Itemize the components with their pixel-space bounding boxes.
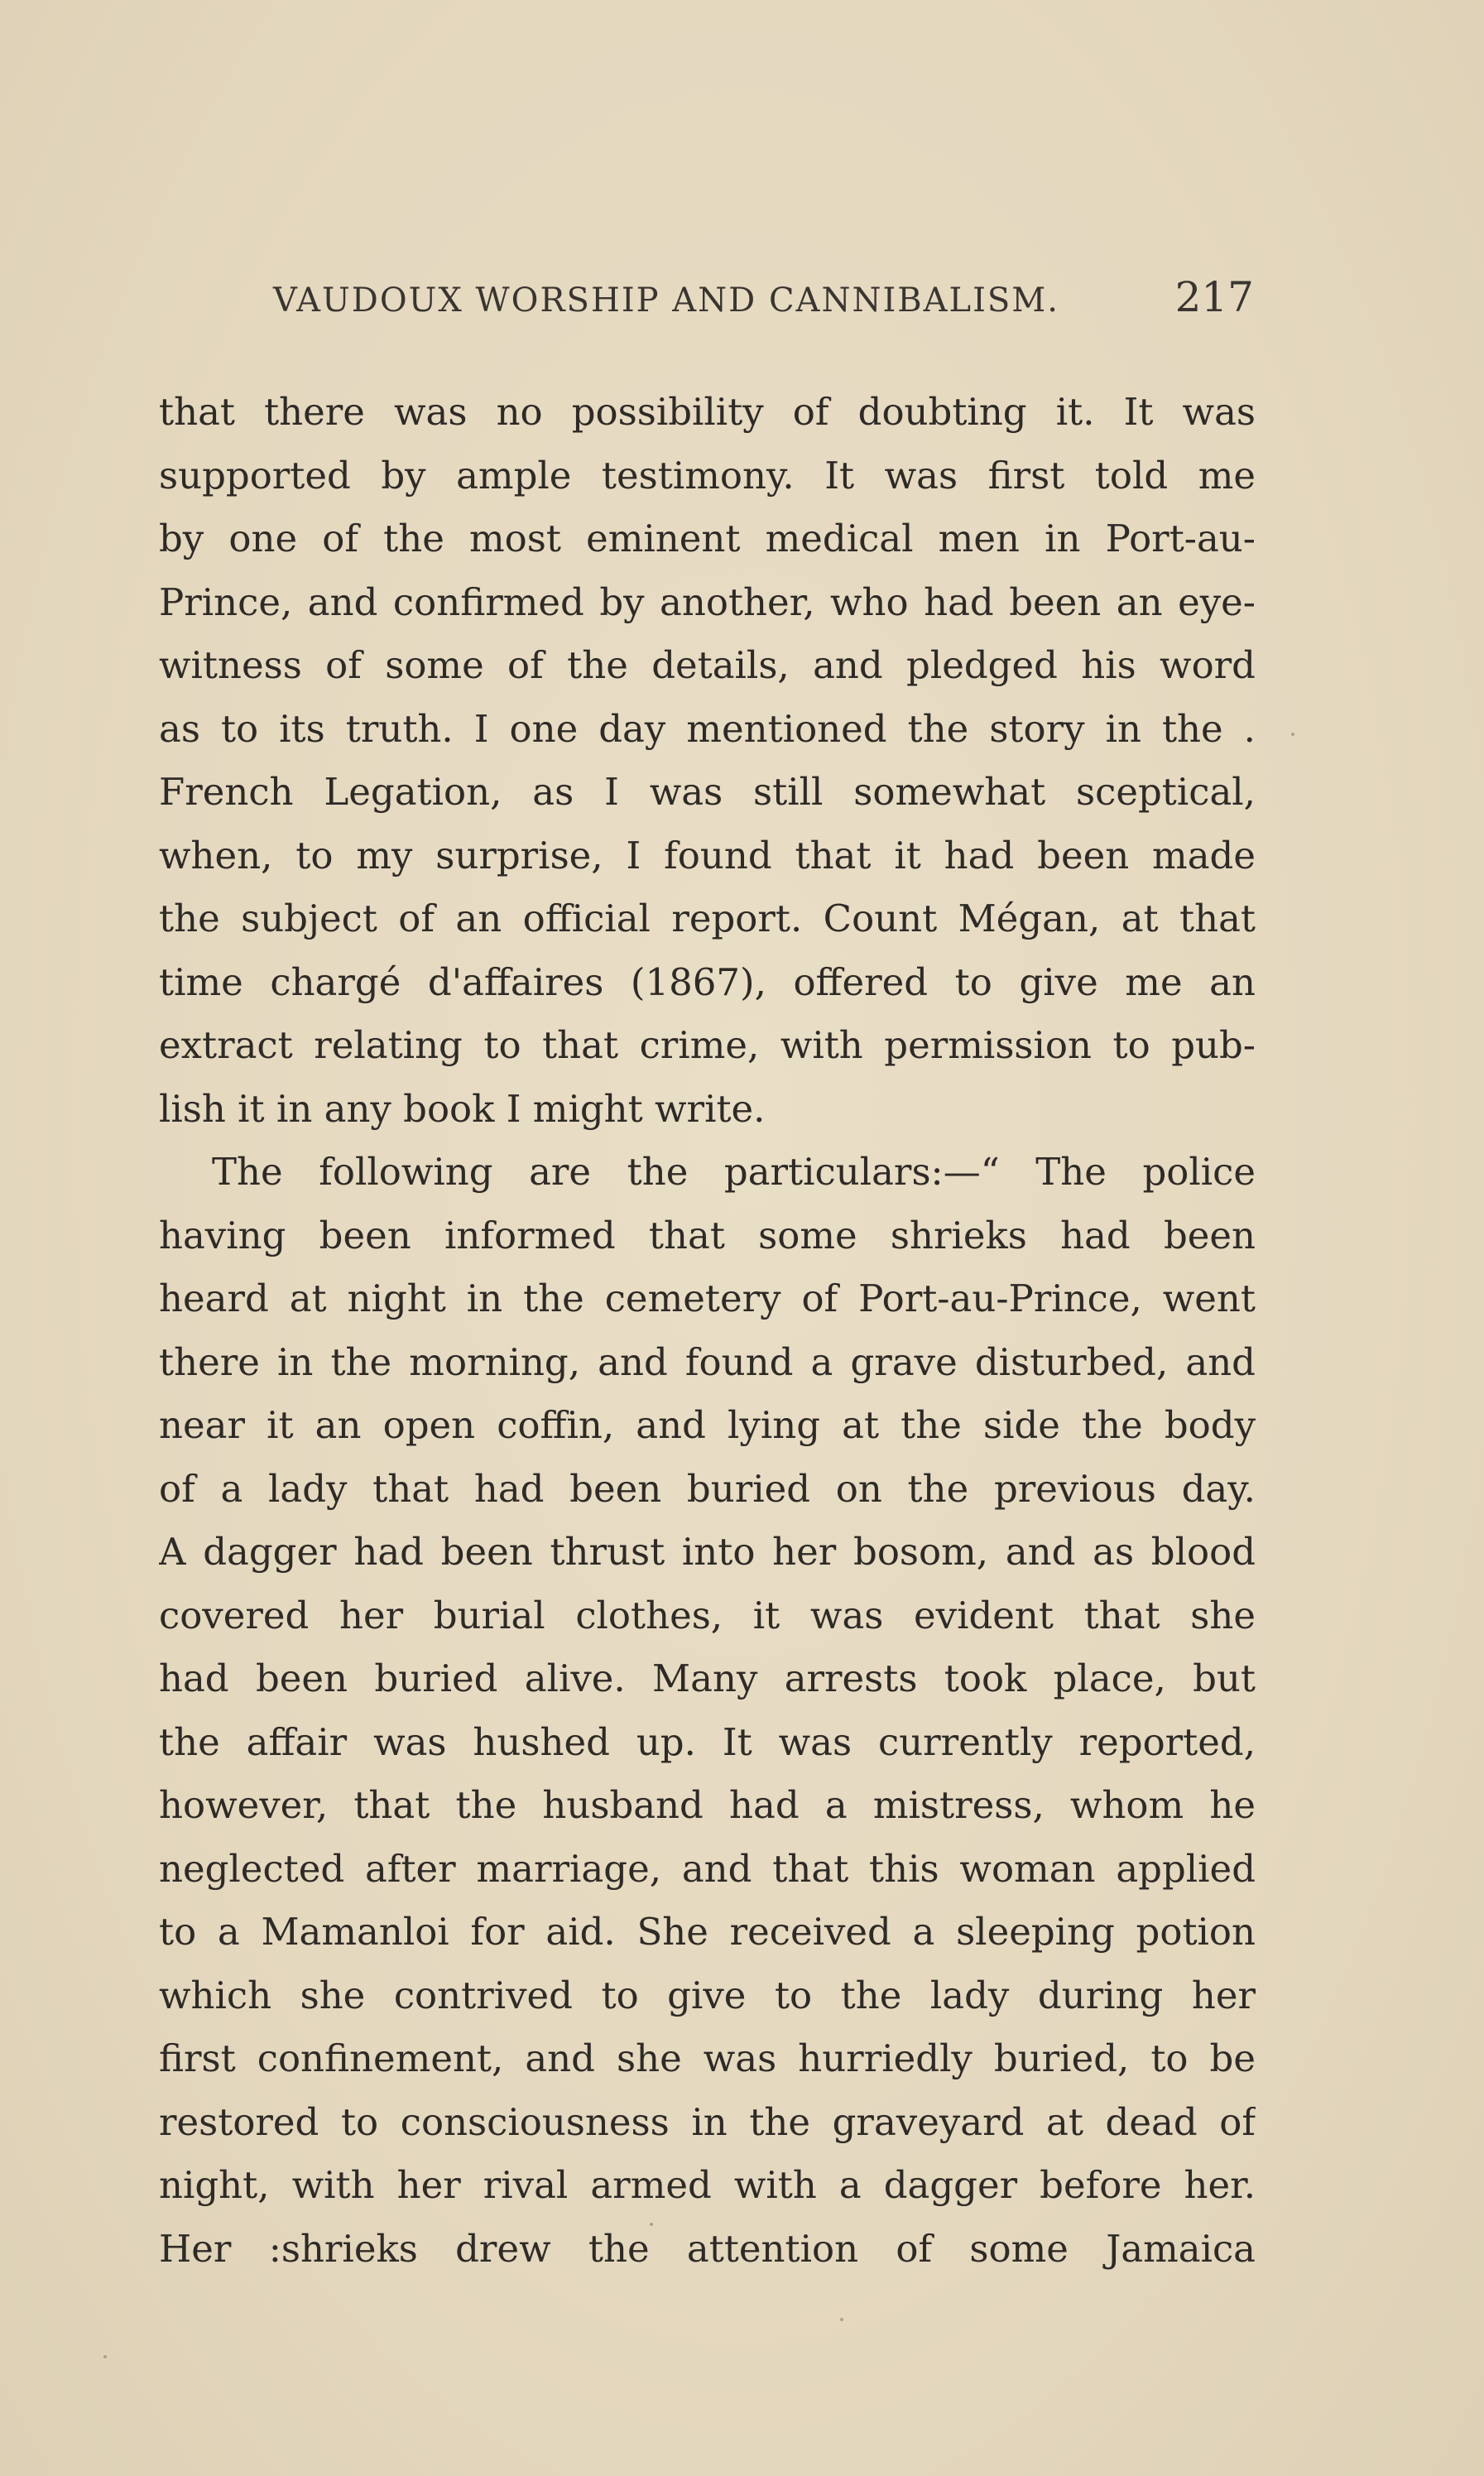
text-line: first confinement, and she was hurriedly buried, to be	[159, 2036, 1256, 2080]
text-line: The following are the particulars:—“ The police	[212, 1150, 1256, 1194]
paper-speck	[103, 2355, 107, 2358]
text-line: Prince, and confirmed by another, who had been an eye-	[159, 579, 1256, 624]
text-line: which she contrived to give to the lady during her	[159, 1973, 1256, 2017]
text-line: supported by ample testimony. It was first told me	[159, 453, 1256, 498]
text-line: witness of some of the details, and pledged his word	[159, 643, 1256, 687]
text-line: restored to consciousness in the graveyard at dead of	[159, 2099, 1256, 2144]
running-title: VAUDOUX WORSHIP AND CANNIBALISM.	[273, 281, 1059, 320]
body-text	[159, 381, 1256, 2281]
text-line: when, to my surprise, I found that it had been made	[159, 833, 1256, 877]
text-line: there in the morning, and found a grave disturbed, and	[159, 1339, 1256, 1384]
text-line: A dagger had been thrust into her bosom, and as blood	[159, 1530, 1256, 1574]
text-line: lish it in any book I might write.	[159, 1086, 766, 1131]
text-line: near it an open coffin, and lying at the side the body	[159, 1403, 1256, 1447]
paper-speck	[1291, 733, 1294, 736]
text-line: of a lady that had been buried on the previous day.	[159, 1466, 1256, 1511]
text-line: having been informed that some shrieks had been	[159, 1213, 1256, 1257]
paper-speck	[650, 2223, 653, 2226]
text-line: French Legation, as I was still somewhat sceptical,	[159, 770, 1256, 814]
paper-speck	[840, 2318, 843, 2321]
text-line: Her :shrieks drew the attention of some Jamaica	[159, 2226, 1256, 2271]
text-line: night, with her rival armed with a dagger before her.	[159, 2163, 1256, 2207]
text-line: that there was no possibility of doubting it. It was	[159, 390, 1256, 434]
text-line: to a Mamanloi for aid. She received a sleeping potion	[159, 1910, 1256, 1954]
text-line: the subject of an official report. Count Mégan, at that	[159, 897, 1256, 940]
text-line: however, that the husband had a mistress, whom he	[159, 1783, 1256, 1827]
text-line: covered her burial clothes, it was evident that she	[159, 1593, 1256, 1637]
text-line: neglected after marriage, and that this woman applied	[159, 1846, 1256, 1891]
text-line: as to its truth. I one day mentioned the story in the .	[159, 706, 1256, 751]
text-line: had been buried alive. Many arrests took place, but	[159, 1656, 1256, 1700]
text-line: the affair was hushed up. It was currently reported,	[159, 1719, 1256, 1764]
text-line: heard at night in the cemetery of Port-au-Prince, went	[159, 1276, 1256, 1320]
text-line: by one of the most eminent medical men in Port-au-	[159, 517, 1256, 560]
page-number: 217	[1174, 273, 1254, 321]
text-line: extract relating to that crime, with permission to pub-	[159, 1023, 1256, 1067]
page-header	[273, 273, 1254, 331]
text-line: time chargé d'affaires (1867), offered to give me an	[159, 959, 1256, 1004]
